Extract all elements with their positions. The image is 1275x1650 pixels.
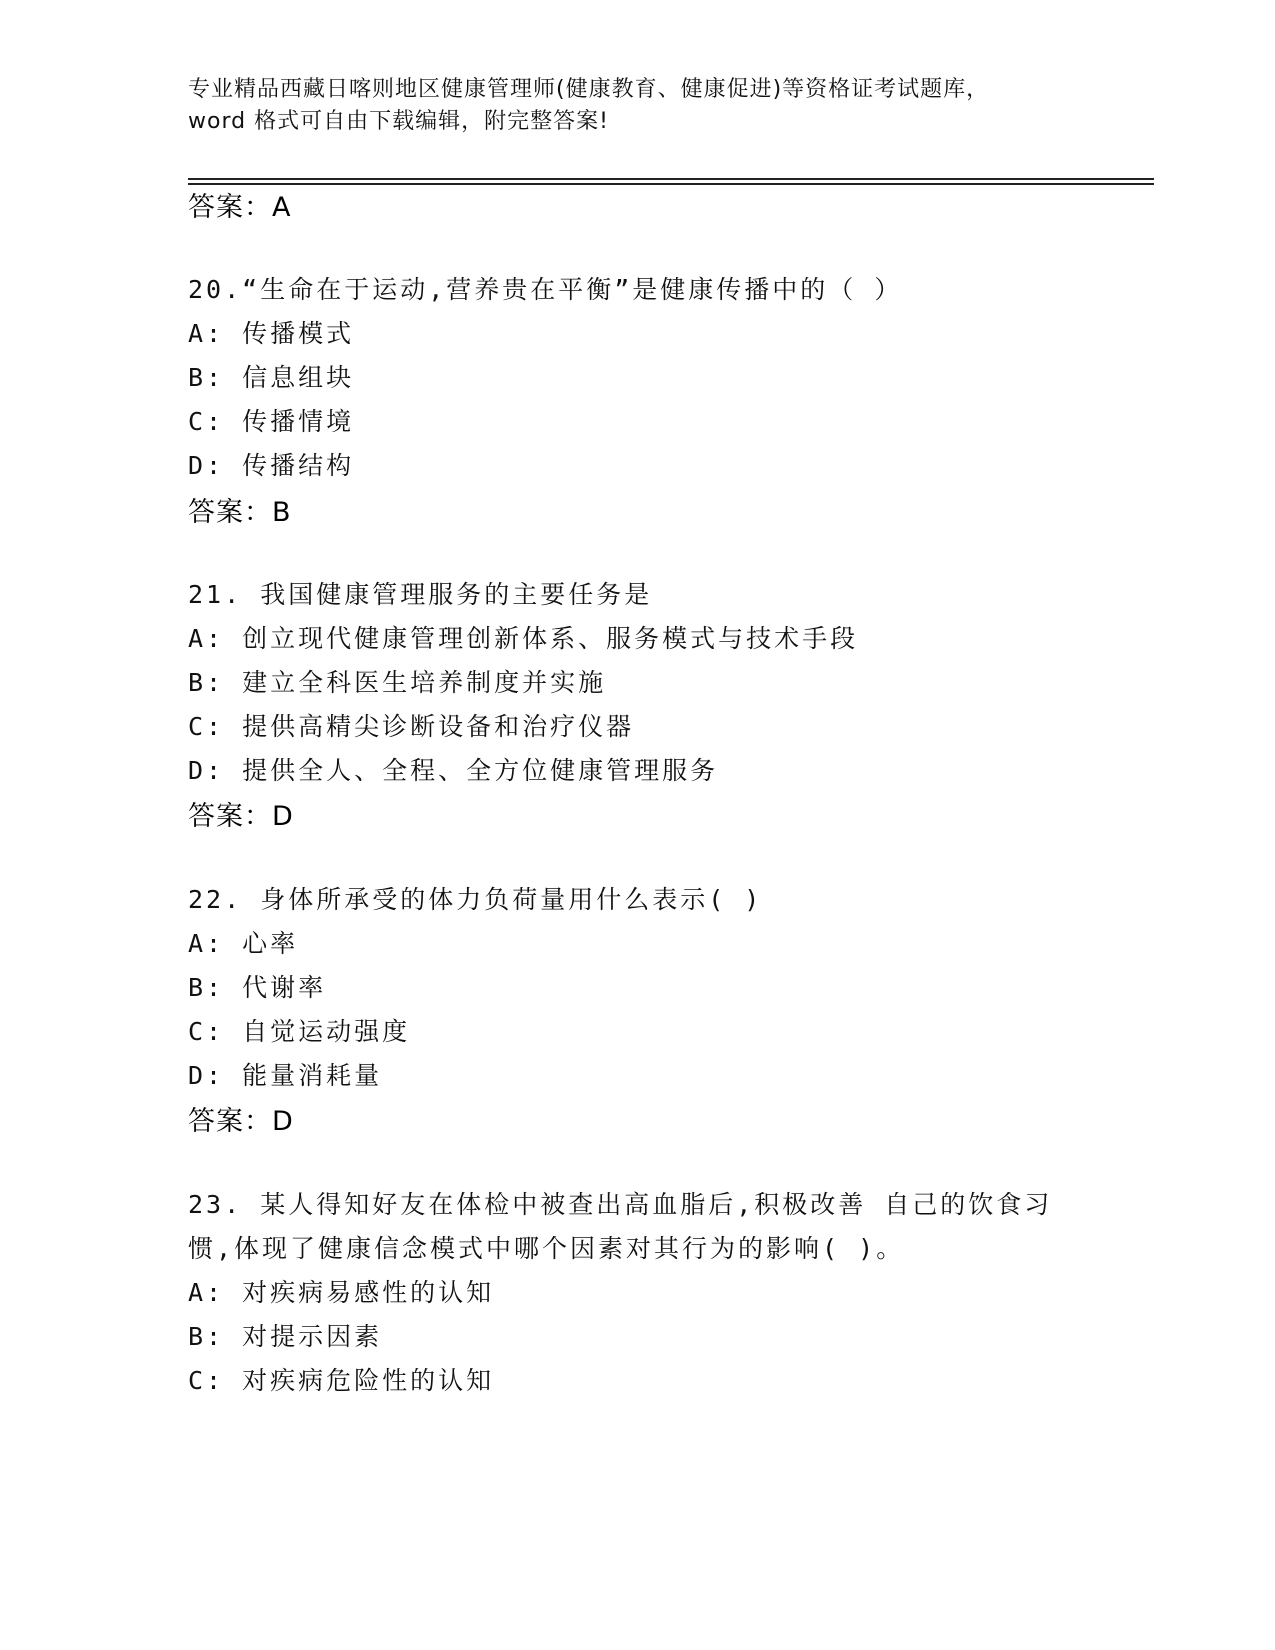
answer-21: 答案：D xyxy=(188,801,294,832)
page-header xyxy=(188,74,1088,138)
question-21-option-a: A: 创立现代健康管理创新体系、服务模式与技术手段 xyxy=(188,624,859,653)
question-20-option-a: A: 传播模式 xyxy=(188,319,355,348)
question-21-option-d: D: 提供全人、全程、全方位健康管理服务 xyxy=(188,756,719,785)
question-22-option-d: D: 能量消耗量 xyxy=(188,1061,383,1090)
question-20-option-b: B: 信息组块 xyxy=(188,363,355,392)
answer-20: 答案：B xyxy=(188,497,292,528)
question-22-option-c: C: 自觉运动强度 xyxy=(188,1017,411,1046)
question-21-option-b: B: 建立全科医生培养制度并实施 xyxy=(188,668,607,697)
question-22-stem: 22. 身体所承受的体力负荷量用什么表示( ) xyxy=(188,885,763,914)
header-divider-top xyxy=(188,178,1154,180)
question-22-option-b: B: 代谢率 xyxy=(188,973,327,1002)
question-21-stem: 21. 我国健康管理服务的主要任务是 xyxy=(188,580,653,609)
question-20-stem: 20.“生命在于运动,营养贵在平衡”是健康传播中的（ ） xyxy=(188,275,903,304)
question-20-option-d: D: 传播结构 xyxy=(188,451,355,480)
question-23-option-c: C: 对疾病危险性的认知 xyxy=(188,1366,495,1395)
question-23-stem-line-1: 23. 某人得知好友在体检中被查出高血脂后,积极改善 自己的饮食习 xyxy=(188,1190,1053,1219)
answer-19: 答案：A xyxy=(188,192,292,223)
header-line-2: word 格式可自由下载编辑，附完整答案! xyxy=(188,109,609,134)
question-23-option-b: B: 对提示因素 xyxy=(188,1322,383,1351)
question-20-option-c: C: 传播情境 xyxy=(188,407,355,436)
question-23-stem-line-2: 惯,体现了健康信念模式中哪个因素对其行为的影响( )。 xyxy=(188,1234,905,1263)
question-21-option-c: C: 提供高精尖诊断设备和治疗仪器 xyxy=(188,712,635,741)
header-divider-bottom xyxy=(188,183,1154,185)
header-line-1: 专业精品西藏日喀则地区健康管理师(健康教育、健康促进)等资格证考试题库， xyxy=(188,77,990,102)
question-22-option-a: A: 心率 xyxy=(188,929,299,958)
answer-22: 答案：D xyxy=(188,1106,294,1137)
question-23-option-a: A: 对疾病易感性的认知 xyxy=(188,1278,495,1307)
